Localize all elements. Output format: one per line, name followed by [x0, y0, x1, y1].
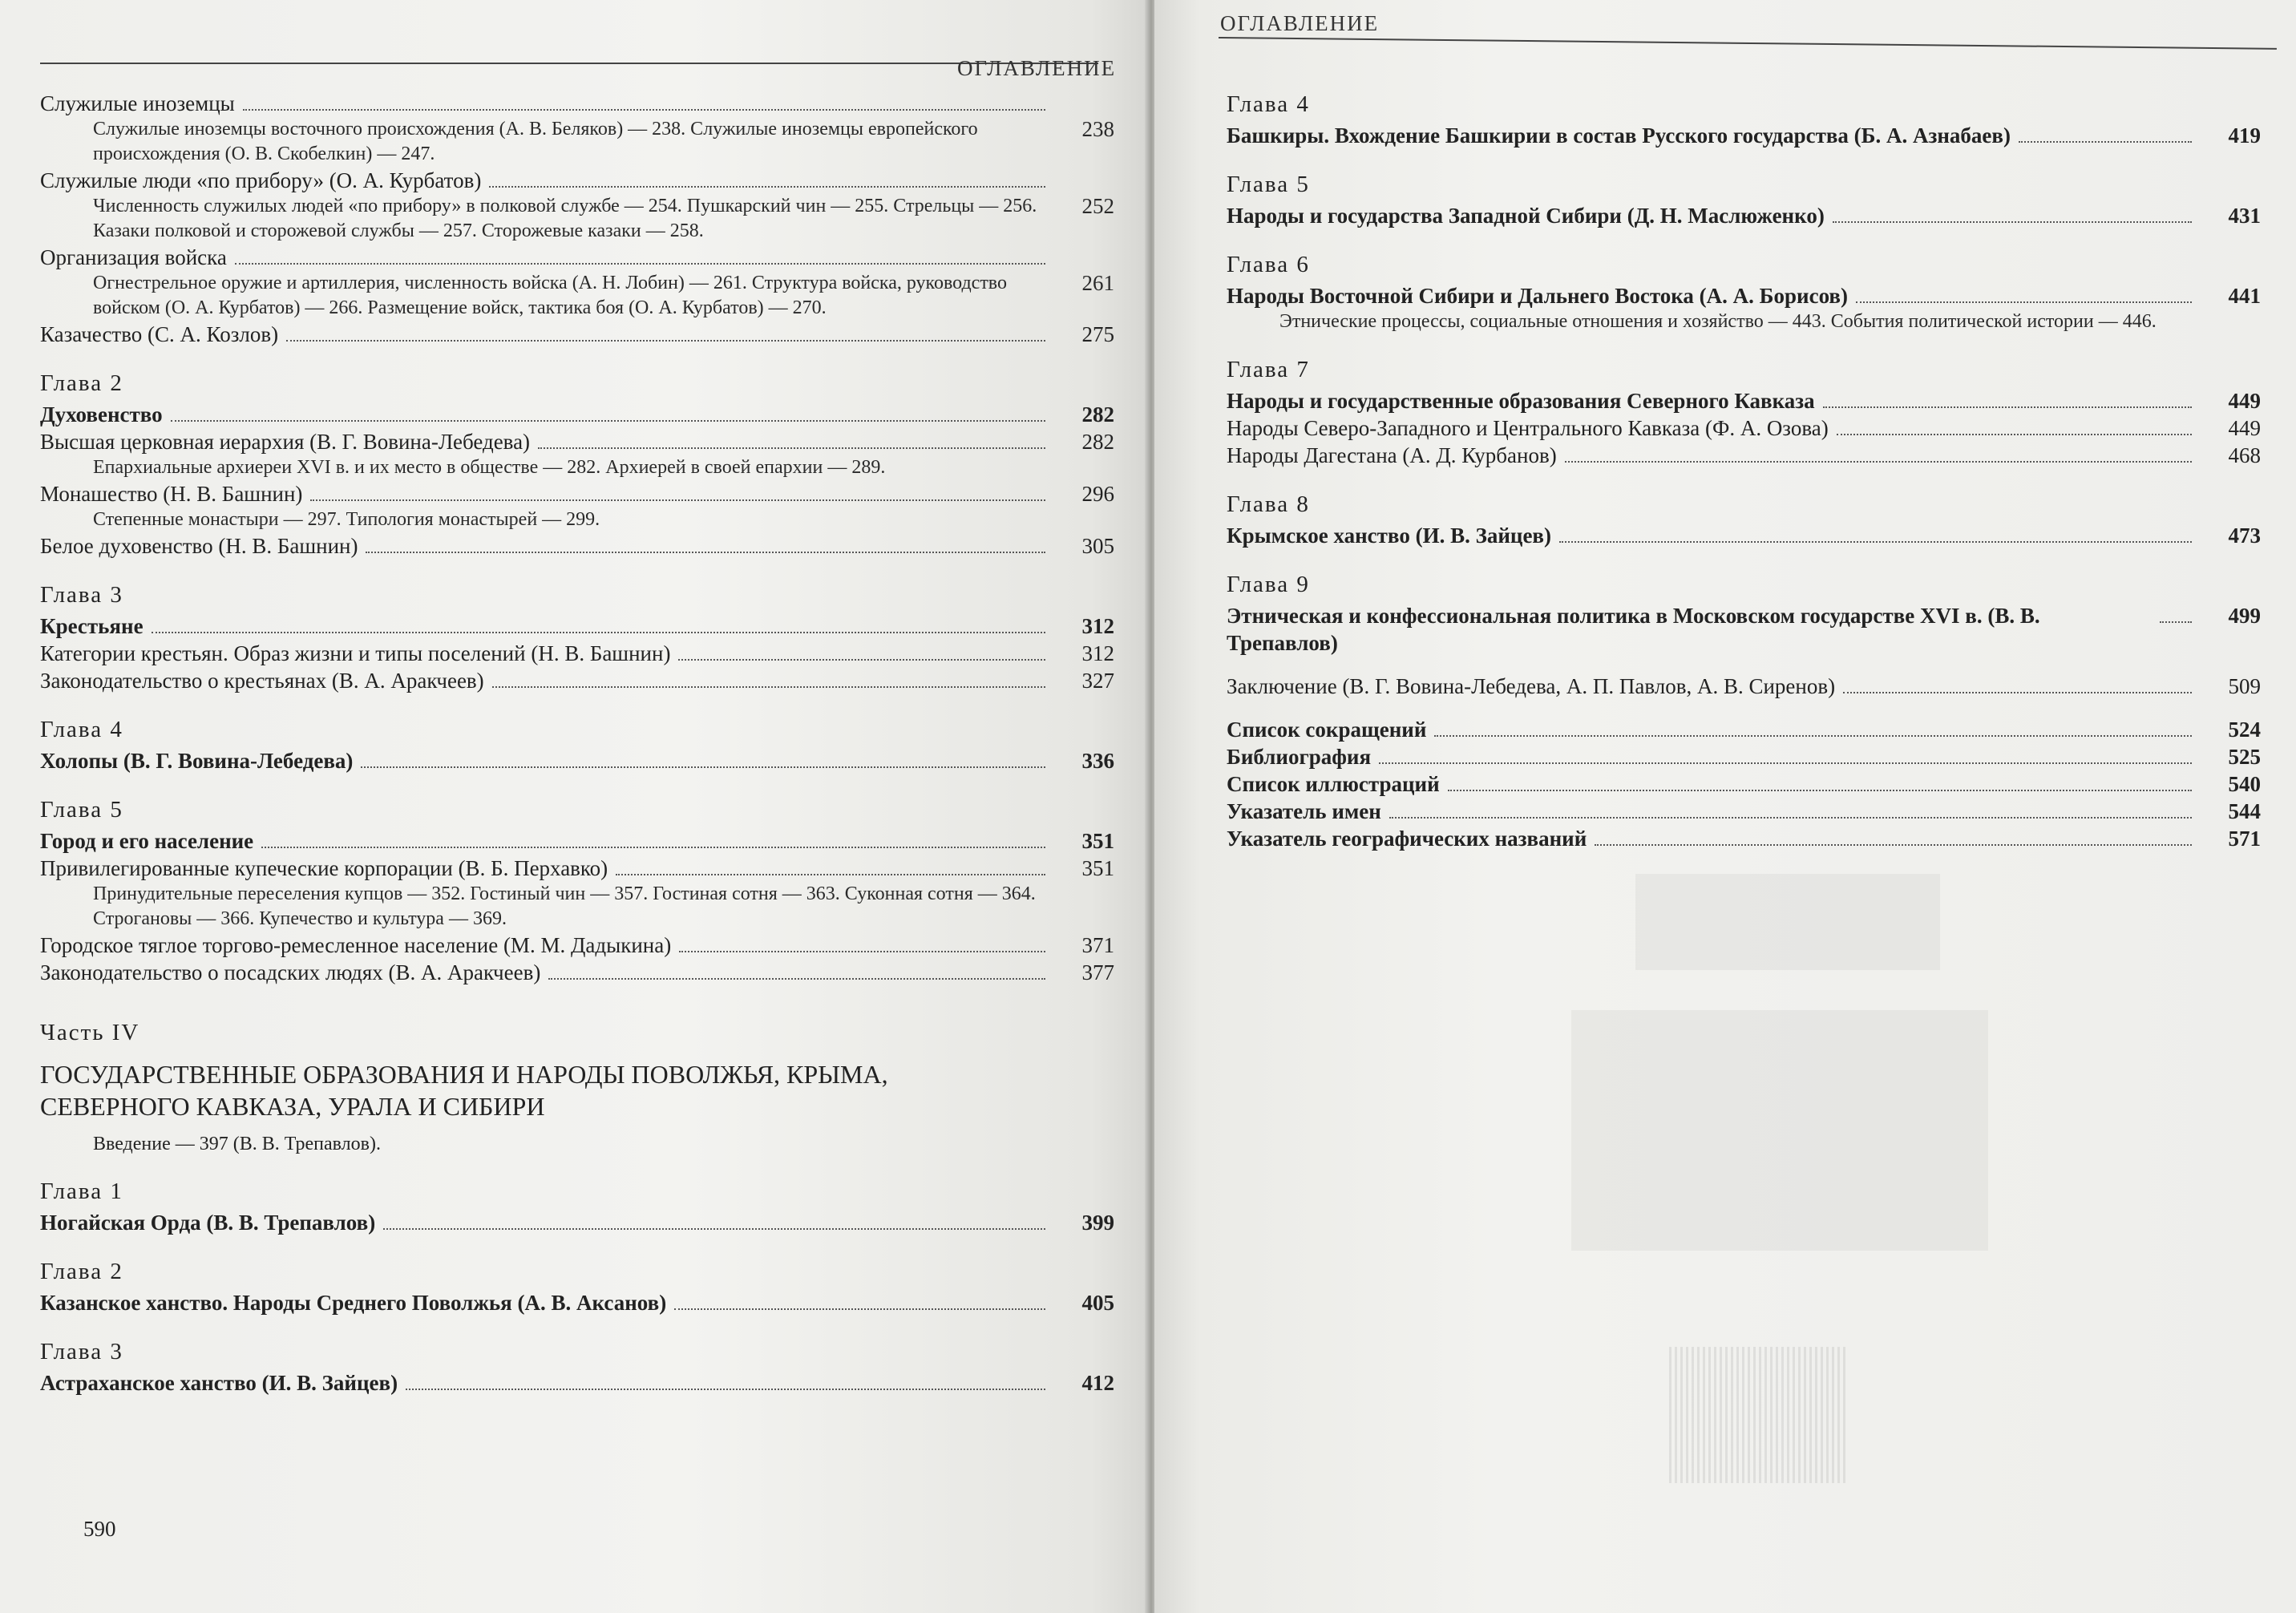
- toc-entry-title: Казанское ханство. Народы Среднего Поволжья (А. В. Аксанов): [40, 1291, 667, 1315]
- chapter-heading: Глава 6: [1227, 252, 1310, 277]
- toc-entry-title: Высшая церковная иерархия (В. Г. Вовина-Лебедева): [40, 430, 531, 454]
- toc-entry-page: 449: [2228, 389, 2261, 413]
- toc-entry: [40, 667, 1114, 694]
- dot-leader: [2019, 141, 2192, 143]
- toc-entry: [1227, 414, 2261, 442]
- toc-entry-page: 336: [1081, 749, 1114, 773]
- toc-entry-page: 238: [1081, 117, 1114, 141]
- toc-entry-page: 282: [1081, 430, 1114, 454]
- dot-leader: [383, 1228, 1045, 1230]
- toc-entry-page: 468: [2228, 443, 2261, 467]
- toc-subentry: [1227, 309, 2261, 334]
- dot-leader: [261, 847, 1045, 848]
- toc-entry-page: 525: [2228, 745, 2261, 769]
- toc-subentry-text: Огнестрельное оружие и артиллерия, численность войска (А. Н. Лобин) — 261. Структура войска, руководство войском (О. А. Курбатов) — 266. Размещение войск, тактика боя (О. А. Курбатов) — 270.: [93, 273, 1007, 318]
- chapter-heading: Глава 5: [40, 797, 123, 823]
- toc-entry-page: 412: [1081, 1371, 1114, 1395]
- toc-entry-page: 305: [1081, 534, 1114, 558]
- toc-entry-title: Народы и государства Западной Сибири (Д. Н. Маслюженко): [1227, 204, 1825, 228]
- toc-entry: [1227, 122, 2261, 149]
- toc-entry-title: Городское тяглое торгово-ремесленное население (М. М. Дадыкина): [40, 933, 672, 957]
- toc-entry: [40, 480, 1114, 507]
- toc-subentry-text: Служилые иноземцы восточного происхождения (А. В. Беляков) — 238. Служилые иноземцы европейского происхождения (О. В. Скобелкин) — 247.: [93, 119, 978, 164]
- toc-entry-page: 312: [1081, 614, 1114, 638]
- toc-entry-title: Служилые иноземцы: [40, 91, 235, 115]
- chapter-heading: Глава 4: [1227, 91, 1310, 117]
- dot-leader: [538, 447, 1045, 449]
- toc-subentry-text: Этнические процессы, социальные отношения и хозяйство — 443. События политической истории — 446.: [1279, 311, 2157, 332]
- toc-entry: [1227, 602, 2261, 657]
- toc-entry-title: Народы и государственные образования Северного Кавказа: [1227, 389, 1815, 413]
- toc-entry-title: Холопы (В. Г. Вовина-Лебедева): [40, 749, 354, 773]
- dot-leader: [235, 263, 1045, 265]
- dot-leader: [2160, 621, 2192, 623]
- toc-entry-page: 540: [2228, 772, 2261, 796]
- dot-leader: [1379, 762, 2192, 764]
- right-page: [1154, 0, 2296, 1613]
- toc-subentry: [40, 194, 1114, 244]
- toc-entry: [40, 1289, 1114, 1316]
- toc-entry-page: 544: [2228, 799, 2261, 823]
- dot-leader: [310, 499, 1045, 501]
- toc-entry: [40, 1369, 1114, 1397]
- toc-entry: [1227, 798, 2261, 825]
- toc-entry-page: 473: [2228, 524, 2261, 548]
- toc-entry: [40, 640, 1114, 667]
- toc-entry-title: Казачество (С. А. Козлов): [40, 322, 279, 346]
- toc-entry: [1227, 716, 2261, 743]
- toc-entry-page: 399: [1081, 1211, 1114, 1235]
- part-intro: Введение — 397 (В. В. Трепавлов).: [93, 1134, 381, 1154]
- dot-leader: [152, 632, 1045, 633]
- spacer: [1227, 657, 2261, 673]
- bleed-through-text: [1571, 1010, 1988, 1251]
- toc-subentry: [40, 117, 1114, 167]
- toc-entry-title: Крымское ханство (И. В. Зайцев): [1227, 524, 1551, 548]
- toc-entry: [1227, 825, 2261, 852]
- chapter-heading: Глава 1: [40, 1178, 123, 1204]
- running-head: ОГЛАВЛЕНИЕ: [1220, 11, 1380, 35]
- dot-leader: [492, 686, 1045, 688]
- toc-entry-page: 524: [2228, 718, 2261, 742]
- header-rule: [1219, 37, 2277, 50]
- toc-subentry: [40, 271, 1114, 321]
- chapter-heading: Глава 5: [1227, 172, 1310, 197]
- toc-entry: [40, 167, 1114, 194]
- toc-entry: [1227, 442, 2261, 469]
- dot-leader: [1856, 301, 2192, 303]
- dot-leader: [1565, 461, 2192, 463]
- toc-entry: [1227, 522, 2261, 549]
- dot-leader: [361, 766, 1045, 768]
- toc-right-column: [1227, 69, 2261, 852]
- chapter-heading: Глава 7: [1227, 357, 1310, 382]
- dot-leader: [286, 340, 1045, 342]
- toc-entry-page: 312: [1081, 641, 1114, 665]
- toc-entry-title: Библиография: [1227, 745, 1372, 769]
- dot-leader: [1843, 692, 2192, 693]
- part-label: Часть IV: [40, 1020, 140, 1045]
- toc-entry-page: 405: [1081, 1291, 1114, 1315]
- toc-entry: [40, 321, 1114, 348]
- bleed-through-text: [1635, 874, 1940, 970]
- chapter-heading: Глава 2: [40, 1259, 123, 1284]
- toc-entry: [1227, 282, 2261, 309]
- spacer: [1227, 700, 2261, 716]
- chapter-heading: Глава 4: [40, 717, 123, 742]
- dot-leader: [1559, 541, 2192, 543]
- toc-entry-title: Крестьяне: [40, 614, 144, 638]
- toc-entry-title: Служилые люди «по прибору» (О. А. Курбатов): [40, 168, 482, 192]
- toc-entry-title: Город и его население: [40, 829, 254, 853]
- dot-leader: [548, 978, 1045, 980]
- toc-entry-title: Белое духовенство (Н. В. Башнин): [40, 534, 358, 558]
- toc-entry-title: Астраханское ханство (И. В. Зайцев): [40, 1371, 398, 1395]
- toc-entry-page: 419: [2228, 123, 2261, 148]
- toc-left-column: [40, 90, 1114, 1397]
- bleed-through-barcode: [1669, 1347, 1845, 1483]
- toc-entry: [40, 855, 1114, 882]
- toc-entry: [40, 532, 1114, 560]
- toc-entry-title: Народы Восточной Сибири и Дальнего Востока (А. А. Борисов): [1227, 284, 1848, 308]
- dot-leader: [406, 1389, 1045, 1390]
- running-head: ОГЛАВЛЕНИЕ: [957, 56, 1117, 80]
- toc-entry-title: Духовенство: [40, 402, 163, 426]
- chapter-heading: Глава 3: [40, 1339, 123, 1364]
- toc-entry-title: Народы Северо-Западного и Центрального Кавказа (Ф. А. Озова): [1227, 416, 1829, 440]
- toc-entry-page: 449: [2228, 416, 2261, 440]
- dot-leader: [1823, 406, 2192, 408]
- toc-entry: [40, 612, 1114, 640]
- toc-entry-page: 441: [2228, 284, 2261, 308]
- toc-entry: [1227, 202, 2261, 229]
- toc-entry-page: 499: [2228, 604, 2261, 628]
- toc-entry: [40, 959, 1114, 986]
- toc-entry: [40, 401, 1114, 428]
- chapter-heading: Глава 9: [1227, 572, 1310, 597]
- toc-entry-page: 351: [1081, 856, 1114, 880]
- toc-entry-title: Законодательство о крестьянах (В. А. Аракчеев): [40, 669, 484, 693]
- page-number: 590: [83, 1517, 116, 1541]
- toc-entry-page: 351: [1081, 829, 1114, 853]
- toc-entry-title: Привилегированные купеческие корпорации (В. Б. Перхавко): [40, 856, 608, 880]
- dot-leader: [1595, 844, 2192, 846]
- toc-entry-page: 261: [1081, 271, 1114, 295]
- toc-subentry: [40, 507, 1114, 532]
- toc-subentry-text: Принудительные переселения купцов — 352. Гостиный чин — 357. Гостиная сотня — 363. Суконная сотня — 364. Строгановы — 366. Купечество и культура — 369.: [93, 883, 1036, 929]
- toc-entry-page: 431: [2228, 204, 2261, 228]
- toc-subentry-text: Епархиальные архиереи XVI в. и их место в обществе — 282. Архиерей в своей епархии — 289.: [93, 457, 886, 478]
- part-title: ГОСУДАРСТВЕННЫЕ ОБРАЗОВАНИЯ И НАРОДЫ ПОВОЛЖЬЯ, КРЫМА, СЕВЕРНОГО КАВКАЗА, УРАЛА И СИБИРИ: [40, 1060, 888, 1121]
- toc-entry-title: Список сокращений: [1227, 718, 1427, 742]
- toc-entry: [40, 827, 1114, 855]
- dot-leader: [674, 1308, 1045, 1310]
- toc-entry-page: 371: [1081, 933, 1114, 957]
- toc-entry-page: 296: [1081, 482, 1114, 506]
- chapter-heading: Глава 8: [1227, 491, 1310, 517]
- toc-entry-page: 327: [1081, 669, 1114, 693]
- header-rule: [40, 63, 1098, 64]
- dot-leader: [171, 420, 1045, 422]
- toc-subentry-text: Степенные монастыри — 297. Типология монастырей — 299.: [93, 509, 600, 530]
- toc-entry-title: Категории крестьян. Образ жизни и типы поселений (Н. В. Башнин): [40, 641, 671, 665]
- toc-entry-title: Ногайская Орда (В. В. Трепавлов): [40, 1211, 376, 1235]
- toc-entry-title: Башкиры. Вхождение Башкирии в состав Русского государства (Б. А. Азнабаев): [1227, 123, 2011, 148]
- dot-leader: [1389, 817, 2192, 819]
- toc-entry-title: Законодательство о посадских людях (В. А. Аракчеев): [40, 960, 541, 984]
- dot-leader: [679, 951, 1045, 952]
- toc-entry-page: 282: [1081, 402, 1114, 426]
- dot-leader: [1833, 221, 2192, 223]
- toc-entry-page: 275: [1081, 322, 1114, 346]
- toc-entry-title: Организация войска: [40, 245, 227, 269]
- dot-leader: [616, 874, 1045, 875]
- dot-leader: [366, 552, 1045, 553]
- toc-subentry: [40, 455, 1114, 480]
- toc-entry-title: Монашество (Н. В. Башнин): [40, 482, 303, 506]
- toc-entry: [40, 747, 1114, 774]
- toc-entry-title: Указатель имен: [1227, 799, 1381, 823]
- chapter-heading: Глава 2: [40, 370, 123, 396]
- toc-entry: [40, 428, 1114, 455]
- dot-leader: [1448, 790, 2192, 791]
- toc-entry-title: Указатель географических названий: [1227, 827, 1587, 851]
- toc-entry: [40, 932, 1114, 959]
- chapter-heading: Глава 3: [40, 582, 123, 608]
- toc-entry-page: 571: [2228, 827, 2261, 851]
- toc-subentry-text: Численность служилых людей «по прибору» в полковой службе — 254. Пушкарский чин — 255. Стрельцы — 256. Казаки полковой и сторожевой службы — 257. Сторожевые казаки — 258.: [93, 196, 1037, 241]
- toc-entry-page: 377: [1081, 960, 1114, 984]
- toc-subentry: [40, 882, 1114, 932]
- toc-entry-title: Народы Дагестана (А. Д. Курбанов): [1227, 443, 1557, 467]
- dot-leader: [243, 109, 1045, 111]
- toc-entry-page: 252: [1081, 194, 1114, 218]
- dot-leader: [1434, 735, 2192, 737]
- toc-entry: [1227, 387, 2261, 414]
- toc-entry: [1227, 673, 2261, 700]
- dot-leader: [678, 659, 1045, 661]
- dot-leader: [489, 186, 1045, 188]
- toc-entry: [40, 90, 1114, 117]
- dot-leader: [1837, 434, 2192, 435]
- toc-entry-page: 509: [2228, 674, 2261, 698]
- toc-entry-title: Этническая и конфессиональная политика в Московском государстве XVI в. (В. В. Трепавлов): [1227, 604, 2040, 655]
- toc-entry-title: Заключение (В. Г. Вовина-Лебедева, А. П. Павлов, А. В. Сиренов): [1227, 674, 1836, 698]
- toc-entry: [1227, 743, 2261, 770]
- toc-entry: [1227, 770, 2261, 798]
- toc-entry: [40, 244, 1114, 271]
- toc-entry-title: Список иллюстраций: [1227, 772, 1440, 796]
- toc-entry: [40, 1209, 1114, 1236]
